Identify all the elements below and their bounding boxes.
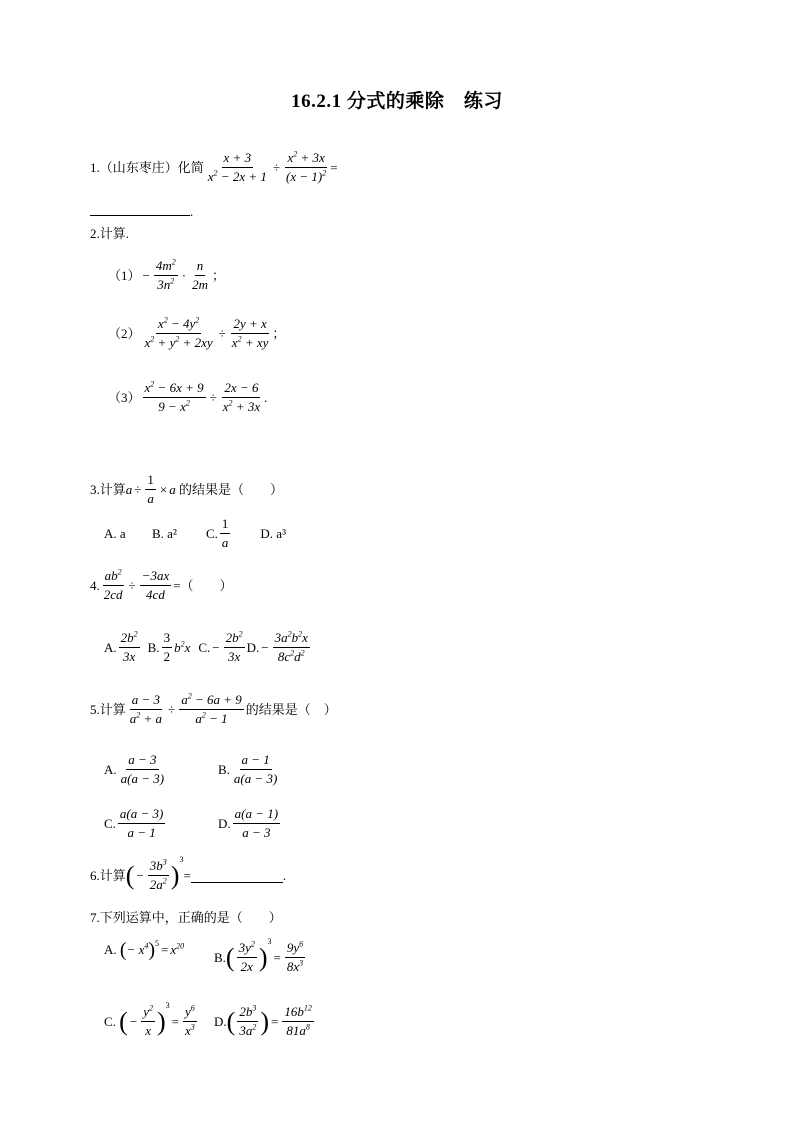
fraction: $\frac{ab^2}{2cd}$ — [103, 567, 123, 602]
fraction: $\frac{a(a - 3)}{a - 1}$ — [119, 806, 164, 840]
question-5-option-b[interactable]: B. $\frac{a - 1}{a(a - 3)}$ — [218, 752, 278, 786]
fraction: $\frac{9y^6}{8x^3}$ — [286, 939, 304, 974]
fraction: $\frac{a - 3}{a^2 + a}$ — [129, 692, 163, 726]
question-5-option-d[interactable]: D. $\frac{a(a - 1)}{a - 3}$ — [218, 806, 279, 840]
question-7-option-d[interactable]: D. ( $\frac{2b^3}{3a^2}$ ) = $\frac{16b^{12}}{81a^8}$ — [214, 1003, 312, 1038]
question-7-label: 7.下列运算中，正确的是（ ） — [90, 910, 282, 925]
fraction: $\frac{2b^3}{3a^2}$ — [239, 1003, 257, 1038]
fraction: $\frac{x^2 + 3x}{(x - 1)^2}$ — [286, 149, 327, 184]
fraction: $\frac{2b^2}{3x}$ — [120, 629, 138, 664]
option-c[interactable]: C. — [198, 639, 211, 655]
fraction: $\frac{4m^2}{3n^2}$ — [155, 257, 176, 292]
option-b[interactable]: B. a² — [152, 525, 177, 541]
question-5-option-c[interactable]: C. $\frac{a(a - 3)}{a - 1}$ — [104, 806, 164, 840]
option-b[interactable]: B. — [147, 639, 160, 655]
fraction: $\frac{y^2}{x}$ — [143, 1003, 153, 1038]
fraction: $\frac{1}{a}$ — [221, 516, 229, 550]
question-4: 4. $\frac{ab^2}{2cd}$ ÷ $\frac{-3ax}{4cd}$ =（ ） — [90, 567, 233, 602]
fraction: $\frac{3y^2}{2x}$ — [238, 939, 255, 974]
fraction: $\frac{3b^3}{2a^2}$ — [149, 857, 167, 892]
question-7-option-a[interactable]: A. ( − $x^4$ ) 5 = $x^{20}$ — [104, 939, 185, 961]
fraction: $\frac{y^6}{x^3}$ — [184, 1003, 195, 1038]
question-2-part-3: （3） $\frac{x^2 - 6x + 9}{9 - x^2}$ ÷ $\frac{2x - 6}{x^2 + 3x}$ . — [108, 379, 268, 414]
fraction: $\frac{a(a - 1)}{a - 3}$ — [234, 806, 279, 840]
fraction: $\frac{2y + x}{x^2 + xy}$ — [231, 316, 269, 350]
fraction: $\frac{a^2 - 6a + 9}{a^2 - 1}$ — [181, 691, 242, 726]
answer-blank[interactable]: . — [90, 202, 193, 222]
question-5-option-a[interactable]: A. $\frac{a - 3}{a(a - 3)}$ — [104, 752, 165, 786]
fraction: $\frac{2x - 6}{x^2 + 3x}$ — [222, 380, 261, 414]
fraction: $\frac{x^2 - 4y^2}{x^2 + y^2 + 2xy}$ — [144, 315, 213, 350]
question-3: 3.计算 a ÷ $\frac{1}{a}$ × a 的结果是（ ） — [90, 472, 284, 506]
question-1-label: 1.（山东枣庄）化简 — [90, 159, 204, 175]
fraction: $\frac{a - 1}{a(a - 3)}$ — [233, 752, 278, 786]
option-a[interactable]: A. a — [104, 525, 126, 541]
fraction: $\frac{x^2 - 6x + 9}{9 - x^2}$ — [144, 379, 204, 414]
question-7-option-c[interactable]: C. ( − $\frac{y^2}{x}$ ) 3 = $\frac{y^6}{x^3}$ — [104, 1001, 195, 1038]
fraction: $\frac{a - 3}{a(a - 3)}$ — [120, 752, 165, 786]
question-2-part-1: （1） − $\frac{4m^2}{3n^2}$ · $\frac{n}{2m}$ ； — [108, 257, 225, 292]
fraction: $\frac{3a^2b^2x}{8c^2d^2}$ — [274, 629, 308, 664]
question-6: 6.计算 ( − $\frac{3b^3}{2a^2}$ ) 3 = . — [90, 855, 287, 892]
fraction: $\frac{16b^{12}}{81a^8}$ — [284, 1003, 312, 1038]
fraction: $\frac{2b^2}{3x}$ — [225, 629, 243, 664]
answer-blank[interactable] — [191, 868, 283, 883]
fraction: $\frac{-3ax}{4cd}$ — [141, 568, 170, 602]
question-7-option-b[interactable]: B. ( $\frac{3y^2}{2x}$ ) 3 = $\frac{9y^6}{8x^3}$ — [214, 937, 304, 974]
question-2-label: 2.计算. — [90, 226, 130, 241]
option-d[interactable]: D. a³ — [260, 525, 286, 541]
question-5: 5.计算 $\frac{a - 3}{a^2 + a}$ ÷ $\frac{a^2 - 6a + 9}{a^2 - 1}$ 的结果是（ ） — [90, 691, 337, 726]
fraction: $\frac{3}{2}$ — [163, 630, 171, 664]
question-2-part-2: （2） $\frac{x^2 - 4y^2}{x^2 + y^2 + 2xy}$ ÷ $\frac{2y + x}{x^2 + xy}$ ； — [108, 315, 286, 350]
page-title: 16.2.1 分式的乘除 练习 — [291, 91, 503, 112]
fraction: $\frac{n}{2m}$ — [192, 258, 208, 292]
option-a[interactable]: A. — [104, 639, 117, 655]
option-c[interactable]: C. — [206, 525, 218, 541]
question-4-options: A. $\frac{2b^2}{3x}$ B. $\frac{3}{2}$ $b^2x$ C. − $\frac{2b^2}{3x}$ D. − $\frac{3a^2b^2x}{8c^2d^2}$ — [104, 629, 308, 664]
fraction: $\frac{x + 3}{x^2 - 2x + 1}$ — [207, 150, 267, 184]
question-1: 1.（山东枣庄）化简 $\frac{x + 3}{x^2 - 2x + 1}$ ÷ $\frac{x^2 + 3x}{(x - 1)^2}$ = — [90, 149, 338, 184]
option-d[interactable]: D. — [246, 639, 260, 655]
fraction: $\frac{1}{a}$ — [147, 472, 154, 506]
question-3-options — [104, 516, 286, 551]
